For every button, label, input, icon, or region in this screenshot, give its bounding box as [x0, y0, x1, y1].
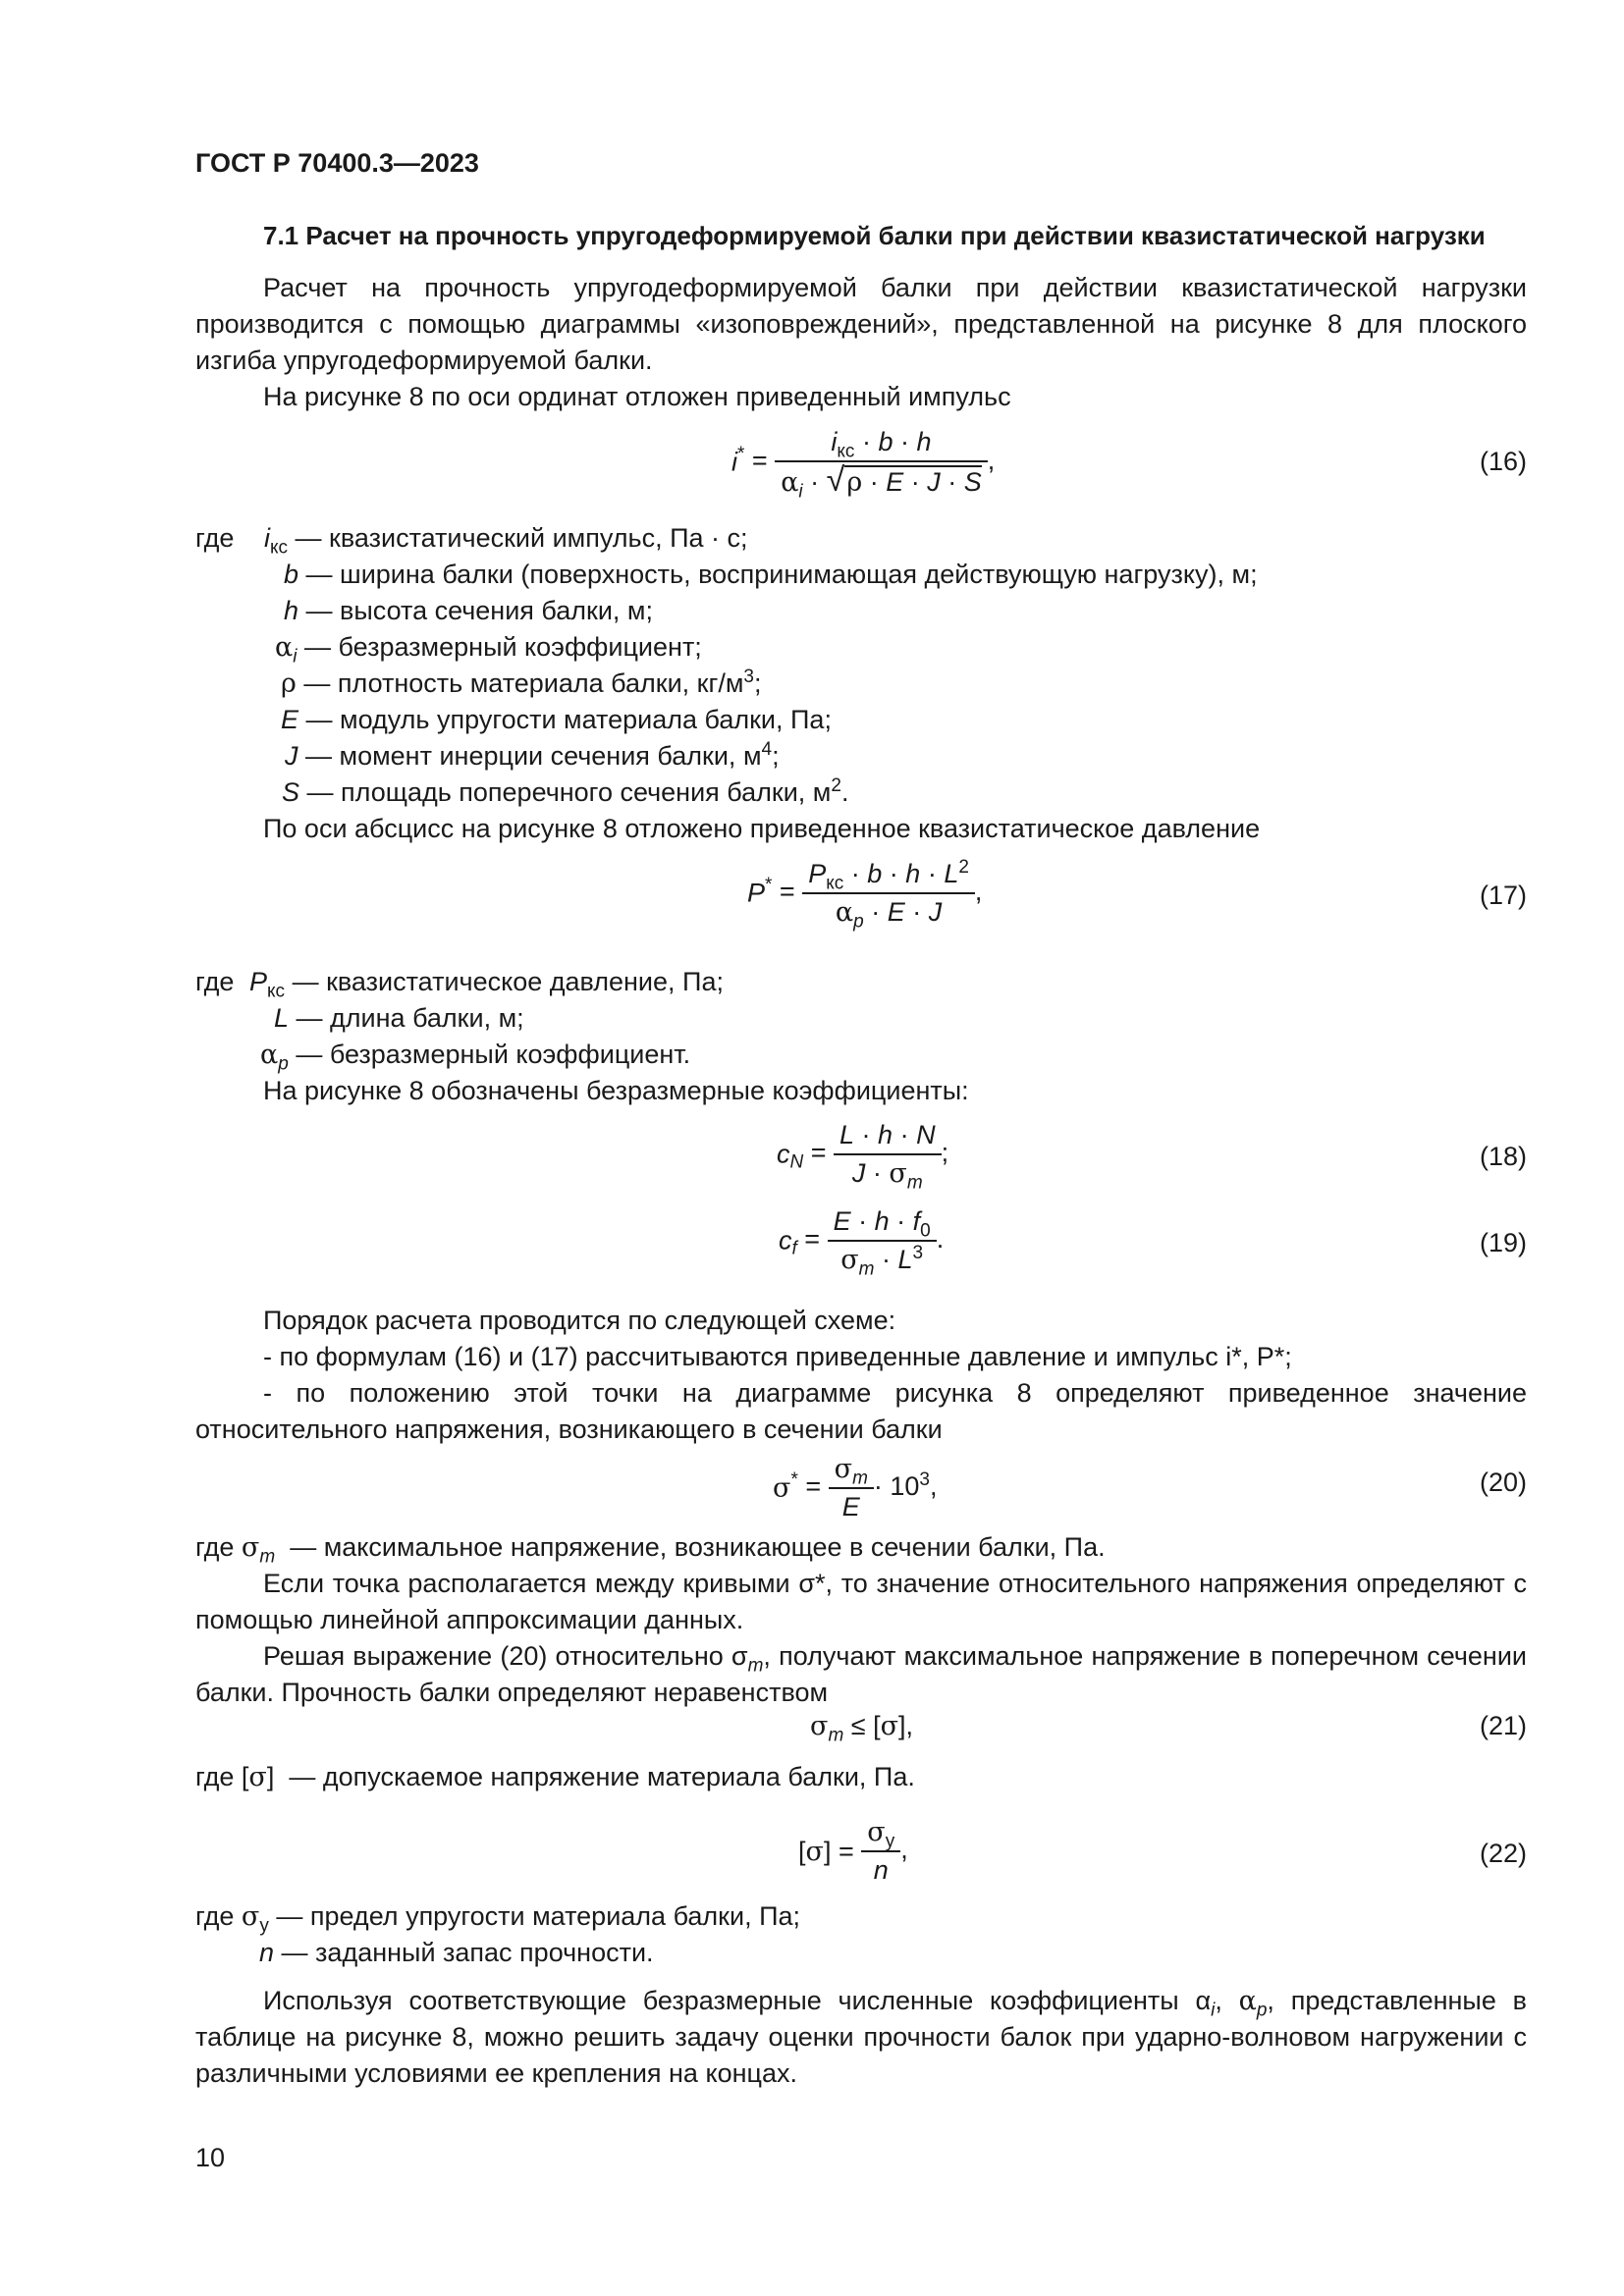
- equation-20: [195, 1451, 1527, 1539]
- paragraph-9: Решая выражение (20) относительно $\sigma_m$, получают максимальное напряжение в поперечном сечении балки. Прочность балки определяют неравенством: [195, 1641, 1528, 1707]
- equation-19-number: (19): [1479, 1228, 1527, 1257]
- where-label-2: где: [195, 967, 235, 996]
- equation-16-formula: i* = $\frac{i_{кс} \cdot b \cdot h}{\alpha_i \cdot √\rho \cdot E \cdot J \cdot S}$ ,: [731, 424, 995, 501]
- paragraph-6: - по формулам (16) и (17) рассчитываются приведенные давление и импульс i*, P*;: [263, 1342, 1292, 1371]
- def-sigma-y: где $\sigma_y$ — предел упругости материала балки, Па;: [195, 1901, 801, 1937]
- equation-17-number: (17): [1479, 881, 1527, 910]
- equation-19-fraction: $\frac{E \cdot h \cdot f_0}{\sigma_m \cdot L^3}$: [828, 1203, 937, 1278]
- def-alpha-p: $\alpha_p$ — безразмерный коэффициент.: [260, 1040, 691, 1075]
- equation-17-formula: P* = $\frac{P_{кс} \cdot b \cdot h \cdot L^2}{\alpha_p \cdot E \cdot J}$ ,: [747, 857, 983, 933]
- def-P-ks: $P_{кс}$ — квазистатическое давление, Па;: [249, 967, 724, 1002]
- equation-20-number: (20): [1479, 1468, 1527, 1497]
- def-n: n — заданный запас прочности.: [259, 1938, 654, 1967]
- equation-19-formula: $c_f$ = $\frac{E \cdot h \cdot f_0}{\sigma_m \cdot L^3}$ .: [779, 1203, 944, 1278]
- paragraph-5: Порядок расчета проводится по следующей схеме:: [263, 1306, 896, 1335]
- paragraph-2: На рисунке 8 по оси ординат отложен приведенный импульс: [263, 382, 1011, 411]
- equation-16: [195, 424, 1527, 512]
- equation-20-formula: σ* = $\frac{\sigma_m}{E}$ · $10^3$,: [773, 1451, 938, 1525]
- equation-21-number: (21): [1479, 1711, 1527, 1740]
- equation-22-number: (22): [1479, 1839, 1527, 1868]
- def-E: E — модуль упругости материала балки, Па;: [281, 705, 832, 734]
- equation-18-number: (18): [1479, 1142, 1527, 1171]
- def-sigma-allow: где [σ] — допускаемое напряжение материала балки, Па.: [195, 1762, 915, 1792]
- equation-22: [195, 1814, 1527, 1902]
- section-heading: 7.1 Расчет на прочность упругодеформируемой балки при действии квазистатической нагрузки: [263, 221, 1486, 250]
- equation-20-fraction: $\frac{\sigma_m}{E}$: [829, 1451, 874, 1525]
- paragraph-7: - по положению этой точки на диаграмме рисунка 8 определяют приведенное значение относительного напряжения, возникающего в сечении балки: [195, 1378, 1527, 1444]
- def-J: J — момент инерции сечения балки, $м^4$;: [285, 739, 780, 771]
- equation-18: [195, 1117, 1527, 1205]
- equation-22-formula: [σ] = $\frac{\sigma_y}{n}$ ,: [798, 1814, 908, 1889]
- equation-17-fraction: $\frac{P_{кс} \cdot b \cdot h \cdot L^2}{\alpha_p \cdot E \cdot J}$: [802, 856, 975, 931]
- paragraph-3: По оси абсцисс на рисунке 8 отложено приведенное квазистатическое давление: [263, 814, 1261, 843]
- def-sigma-m: где $\sigma_m$ — максимальное напряжение, возникающее в сечении балки, Па.: [195, 1532, 1106, 1568]
- equation-18-fraction: $\frac{L \cdot h \cdot N}{J \cdot \sigma_m}$: [834, 1117, 942, 1192]
- def-b: b — ширина балки (поверхность, воспринимающая действующую нагрузку), м;: [284, 560, 1258, 589]
- equation-18-formula: $c_N$ = $\frac{L \cdot h \cdot N}{J \cdot \sigma_m}$ ;: [777, 1117, 948, 1192]
- equation-16-fraction: $\frac{i_{кс} \cdot b \cdot h}{\alpha_i \cdot √\rho \cdot E \cdot J \cdot S}$: [775, 424, 988, 501]
- def-i-ks: $i_{кс}$ — квазистатический импульс, Па · с;: [264, 523, 748, 559]
- equation-16-number: (16): [1479, 447, 1527, 476]
- document-header: ГОСТ Р 70400.3—2023: [195, 148, 479, 178]
- equation-21-formula: $\sigma_m \le [\sigma]$,: [810, 1711, 914, 1746]
- paragraph-4: На рисунке 8 обозначены безразмерные коэффициенты:: [263, 1076, 969, 1105]
- paragraph-1: Расчет на прочность упругодеформируемой балки при действии квазистатической нагрузки производится с помощью диаграммы «изоповреждений», представленной на рисунке 8 для плоского изгиба упругодеформируемой балки.: [195, 273, 1527, 375]
- def-alpha-i: $\alpha_i$ — безразмерный коэффициент;: [275, 632, 702, 667]
- equation-21: [195, 1708, 1527, 1747]
- def-rho: ρ — плотность материала балки, $кг/м^3$;: [281, 667, 762, 699]
- def-h: h — высота сечения балки, м;: [284, 596, 653, 625]
- equation-19: [195, 1203, 1527, 1292]
- page-number: 10: [195, 2143, 226, 2172]
- equation-17: [195, 856, 1527, 944]
- def-L: L — длина балки, м;: [274, 1003, 524, 1033]
- equation-22-fraction: $\frac{\sigma_y}{n}$: [861, 1814, 900, 1889]
- paragraph-10: Используя соответствующие безразмерные численные коэффициенты $\alpha_i$, $\alpha_p$, представленные в таблице на рисунке 8, можно решить задачу оценки прочности балок при ударно-волновом нагружении с различными условиями ее крепления на концах.: [195, 1986, 1527, 2088]
- paragraph-8: Если точка располагается между кривыми σ*, то значение относительного напряжения определяют с помощью линейной аппроксимации данных.: [195, 1569, 1527, 1634]
- def-S: S — площадь поперечного сечения балки, $м^2$.: [282, 775, 849, 807]
- where-label-1: где: [195, 523, 235, 553]
